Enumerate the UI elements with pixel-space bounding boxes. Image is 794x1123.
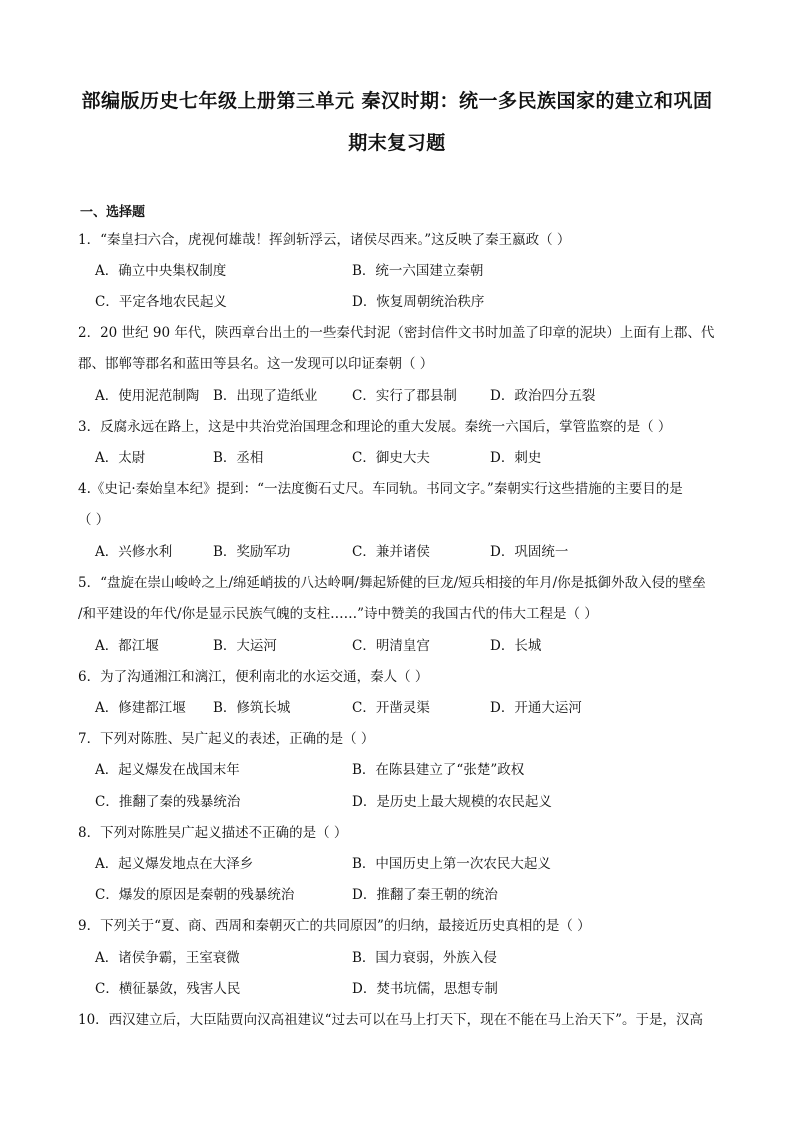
question-4-option-c: C．兼并诸侯 (352, 544, 430, 560)
question-3-option-c: C．御史大夫 (352, 450, 430, 466)
question-10-text: 10．西汉建立后，大臣陆贾向汉高祖建议“过去可以在马上打天下，现在不能在马上治天下”。于是，汉高 (78, 1012, 703, 1028)
question-2-text: 2．20 世纪 90 年代，陕西章台出土的一些秦代封泥（密封信件文书时加盖了印章的泥块）上面有上郡、代 (78, 325, 715, 341)
question-5-option-c: C．明清皇宫 (352, 638, 430, 654)
question-1-option-b: B．统一六国建立秦朝 (352, 263, 484, 279)
question-2-option-d: D．政治四分五裂 (490, 388, 596, 404)
question-4-text: 4.《史记·秦始皇本纪》提到：“一法度衡石丈尺。车同轨。书同文字。”秦朝实行这些措施的主要目的是 (78, 481, 683, 497)
question-6-option-b: B．修筑长城 (213, 700, 291, 716)
question-2-option-b: B．出现了造纸业 (213, 388, 318, 404)
question-1-text: 1．“秦皇扫六合，虎视何雄哉！挥剑斩浮云，诸侯尽西来。”这反映了秦王嬴政（ ） (78, 232, 571, 248)
question-1-option-a: A．确立中央集权制度 (95, 263, 227, 279)
question-9-text: 9．下列关于“夏、商、西周和秦朝灭亡的共同原因”的归纳，最接近历史真相的是（ ） (78, 918, 591, 934)
question-1-option-d: D．恢复周朝统治秩序 (352, 294, 485, 310)
question-5-text: 5．“盘旋在崇山峻岭之上/绵延峭拔的八达岭啊/舞起矫健的巨龙/短兵相接的年月/你是抵御外敌入侵的壁垒 (78, 575, 706, 591)
question-4-option-d: D．巩固统一 (490, 544, 569, 560)
question-7-option-a: A．起义爆发在战国末年 (95, 762, 240, 778)
question-7-option-b: B．在陈县建立了“张楚”政权 (352, 762, 525, 778)
question-4-option-b: B．奖励军功 (213, 544, 291, 560)
question-7-text: 7．下列对陈胜、吴广起义的表述，正确的是（ ） (78, 731, 375, 747)
question-8-option-c: C．爆发的原因是秦朝的残暴统治 (95, 887, 295, 903)
question-5-text-cont: /和平建设的年代/你是显示民族气魄的支柱……”诗中赞美的我国古代的伟大工程是（ ） (78, 606, 598, 622)
document-subtitle: 期末复习题 (348, 132, 446, 154)
question-1-option-c: C．平定各地农民起义 (95, 294, 227, 310)
question-8-option-b: B．中国历史上第一次农民大起义 (352, 856, 551, 872)
question-3-text: 3．反腐永远在路上，这是中共治党治国理念和理论的重大发展。秦统一六国后，掌管监察的是（ ） (78, 419, 672, 435)
question-2-option-a: A．使用泥范制陶 (95, 388, 200, 404)
question-3-option-d: D．刺史 (490, 450, 542, 466)
question-7-option-d: D．是历史上最大规模的农民起义 (352, 794, 552, 810)
question-6-text: 6．为了沟通湘江和漓江，便利南北的水运交通，秦人（ ） (78, 669, 429, 685)
question-3-option-a: A．太尉 (95, 450, 146, 466)
question-2-option-c: C．实行了郡县制 (352, 388, 457, 404)
question-4-text-cont: （ ） (78, 512, 110, 528)
question-9-option-b: B．国力衰弱，外族入侵 (352, 950, 497, 966)
question-6-option-d: D．开通大运河 (490, 700, 582, 716)
question-5-option-b: B．大运河 (213, 638, 277, 654)
question-5-option-a: A．都江堰 (95, 638, 159, 654)
question-7-option-c: C．推翻了秦的残暴统治 (95, 794, 241, 810)
question-3-option-b: B．丞相 (213, 450, 264, 466)
question-6-option-a: A．修建都江堰 (95, 700, 186, 716)
question-4-option-a: A．兴修水利 (95, 544, 173, 560)
section-heading: 一、选择题 (80, 205, 146, 220)
question-5-option-d: D．长城 (490, 638, 542, 654)
question-9-option-c: C．横征暴敛，残害人民 (95, 981, 241, 997)
question-9-option-d: D．焚书坑儒，思想专制 (352, 981, 498, 997)
question-2-text-cont: 郡、邯郸等郡名和蓝田等县名。这一发现可以印证秦朝（ ） (78, 356, 434, 372)
document-title: 部编版历史七年级上册第三单元 秦汉时期：统一多民族国家的建立和巩固 (81, 90, 713, 112)
question-8-text: 8．下列对陈胜吴广起义描述不正确的是（ ） (78, 825, 348, 841)
question-8-option-d: D．推翻了秦王朝的统治 (352, 887, 498, 903)
question-6-option-c: C．开凿灵渠 (352, 700, 430, 716)
question-8-option-a: A．起义爆发地点在大泽乡 (95, 856, 254, 872)
question-9-option-a: A．诸侯争霸，王室衰微 (95, 950, 240, 966)
